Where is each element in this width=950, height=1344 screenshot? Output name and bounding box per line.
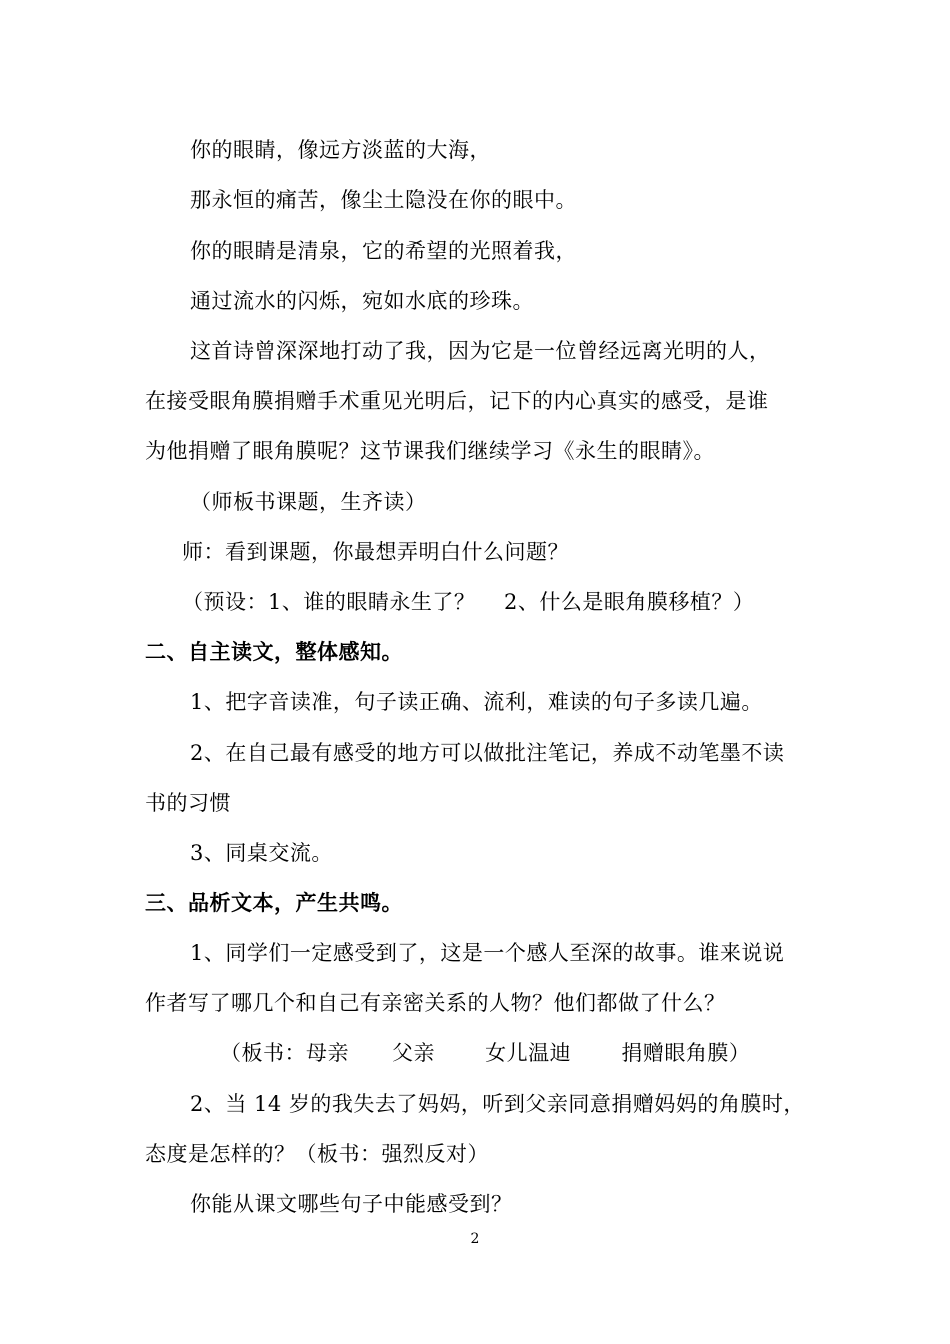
preset-line: （预设：1、谁的眼睛永生了？ 2、什么是眼角膜移植？） bbox=[182, 590, 755, 614]
poem-line-3: 你的眼睛是清泉，它的希望的光照着我， bbox=[190, 239, 577, 263]
paragraph-line: 为他捐赠了眼角膜呢？这节课我们继续学习《永生的眼睛》。 bbox=[145, 439, 715, 463]
list-item-continuation: 作者写了哪几个和自己有亲密关系的人物？他们都做了什么？ bbox=[145, 991, 726, 1015]
page-number: 2 bbox=[470, 1231, 480, 1247]
list-item-continuation: 态度是怎样的？（板书：强烈反对） bbox=[145, 1142, 489, 1166]
list-item-continuation: 书的习惯 bbox=[145, 791, 231, 815]
board-note: （板书：母亲 父亲 女儿温迪 捐赠眼角膜） bbox=[220, 1041, 751, 1065]
note-line: （师板书课题，生齐读） bbox=[190, 490, 427, 514]
poem-line-2: 那永恒的痛苦，像尘土隐没在你的眼中。 bbox=[190, 188, 577, 212]
list-item: 2、在自己最有感受的地方可以做批注笔记，养成不动笔墨不读 bbox=[190, 741, 785, 765]
list-item: 3、同桌交流。 bbox=[190, 841, 333, 865]
paragraph-line: 你能从课文哪些句子中能感受到？ bbox=[190, 1192, 513, 1216]
section-heading-2: 二、自主读文，整体感知。 bbox=[145, 639, 403, 664]
paragraph-line: 这首诗曾深深地打动了我，因为它是一位曾经远离光明的人， bbox=[190, 339, 771, 363]
poem-line-1: 你的眼睛，像远方淡蓝的大海， bbox=[190, 138, 491, 162]
section-heading-3: 三、品析文本，产生共鸣。 bbox=[145, 890, 403, 915]
list-item: 2、当 14 岁的我失去了妈妈，听到父亲同意捐赠妈妈的角膜时， bbox=[190, 1092, 805, 1116]
teacher-question: 师：看到课题，你最想弄明白什么问题？ bbox=[182, 540, 569, 564]
list-item: 1、把字音读准，句子读正确、流利，难读的句子多读几遍。 bbox=[190, 690, 763, 714]
list-item: 1、同学们一定感受到了，这是一个感人至深的故事。谁来说说 bbox=[190, 941, 785, 965]
paragraph-line: 在接受眼角膜捐赠手术重见光明后，记下的内心真实的感受，是谁 bbox=[145, 389, 769, 413]
poem-line-4: 通过流水的闪烁，宛如水底的珍珠。 bbox=[190, 289, 534, 313]
